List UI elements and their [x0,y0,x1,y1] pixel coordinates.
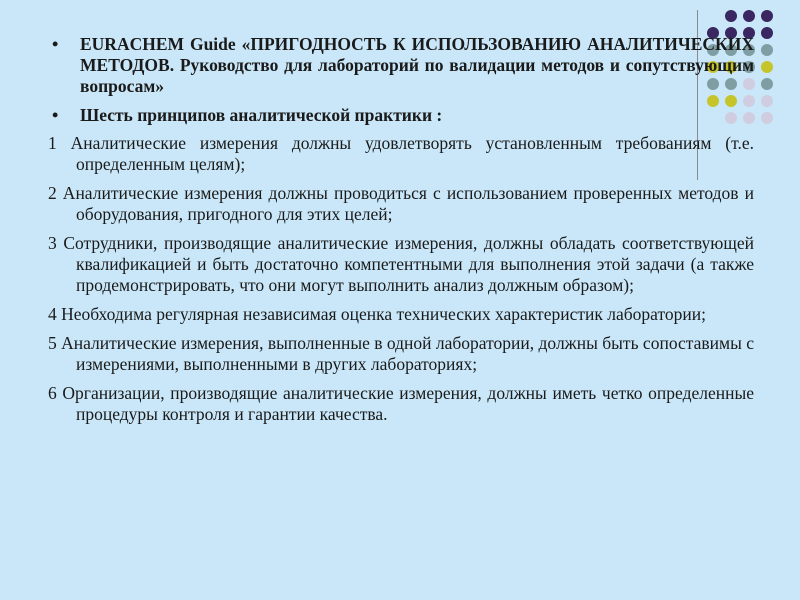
decorative-dot [725,10,737,22]
principle-item: 5 Аналитические измерения, выполненные в одной лаборатории, должны быть сопоставимы с измерениями, выполненными в других лабораториях; [48,333,754,374]
principle-item: 6 Организации, производящие аналитические измерения, должны иметь четко определенные процедуры контроля и гарантии качества. [48,383,754,424]
bullet-dot-icon: • [52,34,59,54]
principle-item: 3 Сотрудники, производящие аналитические измерения, должны обладать соответствующей квалификацией и быть достаточно компетентными для выполнения этой задачи (а также продемонстрировать, что они могут выполнить анализ должным образом); [48,233,754,295]
decorative-dot [761,61,773,73]
bullet-dot-icon: • [52,105,59,125]
bullet-item [48,105,754,126]
bullet-item [48,34,754,97]
decorative-dot [761,44,773,56]
slide-content [48,34,754,433]
principle-item: 1 Аналитические измерения должны удовлетворять установленным требованиям (т.е. определенным целям); [48,133,754,174]
decorative-dot [761,27,773,39]
principle-item: 2 Аналитические измерения должны проводиться с использованием проверенных методов и оборудования, пригодного для этих целей; [48,183,754,224]
principle-item: 4 Необходима регулярная независимая оценка технических характеристик лаборатории; [48,304,706,324]
bullet-text: EURACHEM Guide «ПРИГОДНОСТЬ К ИСПОЛЬЗОВАНИЮ АНАЛИТИЧЕСКИХ МЕТОДОВ. Руководство для лабораторий по валидации методов и сопутствующим вопросам» [80,34,754,96]
bullet-text: Шесть принципов аналитической практики : [80,105,443,125]
decorative-dot [761,112,773,124]
decorative-dot [761,10,773,22]
decorative-dot [761,78,773,90]
decorative-dot [743,10,755,22]
decorative-dot [761,95,773,107]
